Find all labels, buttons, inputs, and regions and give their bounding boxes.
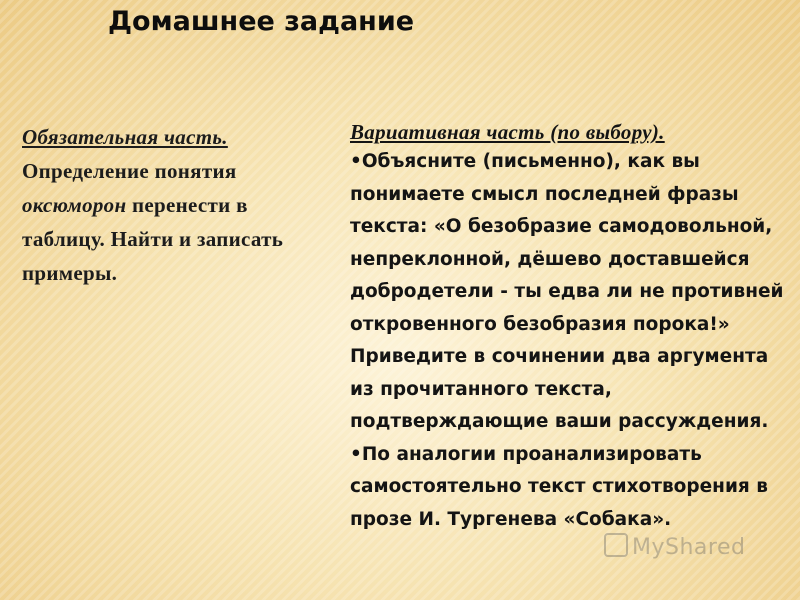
- optional-part-heading: Вариативная часть (по выбору).: [350, 120, 665, 144]
- watermark-text: MyShared: [632, 535, 746, 560]
- mandatory-part-text-1: Определение понятия: [22, 159, 237, 183]
- slide-title: Домашнее задание: [108, 6, 415, 37]
- watermark-icon: [604, 533, 628, 557]
- optional-task-1: •Объясните (письменно), как вы понимаете смысл последней фразы текста: «О безобразие самодовольной, непреклонной, дёшево доставшейся добродетели - ты едва ли не противней откровенного безобразия порока!» Приведите в сочинении два аргумента из прочитанного текста, подтверждающие ваши рассуждения.: [350, 151, 784, 432]
- mandatory-part-heading: Обязательная часть.: [22, 125, 228, 149]
- mandatory-part-term: оксюморон: [22, 193, 127, 217]
- mandatory-part: [22, 120, 322, 290]
- optional-task-2: •По аналогии проанализировать самостоятельно текст стихотворения в прозе И. Тургенева «Собака».: [350, 443, 768, 530]
- mandatory-part-text-2: перенести в таблицу. Найти и записать примеры.: [22, 193, 284, 285]
- optional-part: [350, 118, 790, 536]
- watermark: [604, 533, 745, 560]
